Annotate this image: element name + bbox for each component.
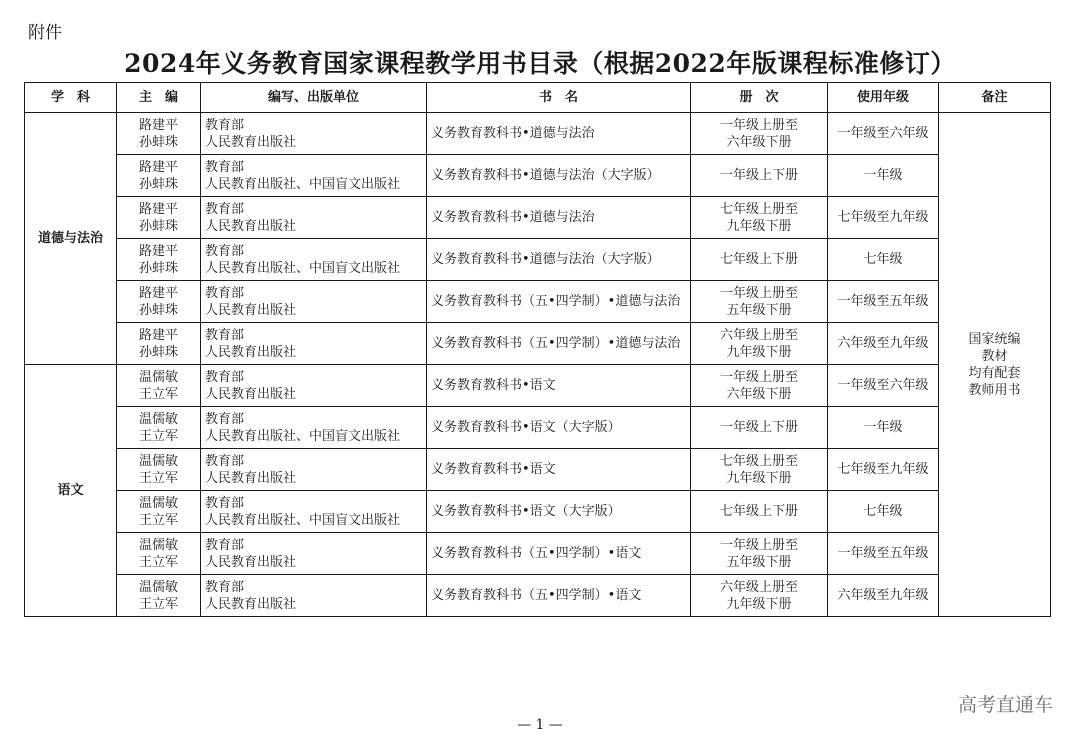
volume-line: 七年级上册至: [719, 453, 798, 469]
book-title: 义务教育教科书•道德与法治（大字版）: [431, 252, 660, 267]
remark-line: 国家统编: [968, 331, 1021, 347]
publisher-cell: [201, 449, 427, 491]
editors-cell: [117, 533, 201, 575]
editor-name: 孙蚌珠: [138, 218, 178, 234]
volume-cell: [691, 113, 828, 155]
publisher-name: 教育部: [205, 453, 245, 469]
watermark: 高考直通车: [957, 694, 1053, 716]
volume-cell: [691, 575, 828, 617]
volume-cell: [691, 449, 828, 491]
book-title: 义务教育教科书•语文（大字版）: [431, 504, 621, 519]
book-title: 义务教育教科书•道德与法治（大字版）: [431, 168, 660, 183]
grade-cell: 一年级至六年级: [828, 113, 939, 155]
remark-line: 均有配套: [968, 365, 1021, 381]
book-title-cell: [427, 281, 691, 323]
volume-line: 六年级下册: [726, 386, 792, 402]
editors-cell: [117, 491, 201, 533]
volume-line: 九年级下册: [726, 218, 792, 234]
volume-cell: [691, 365, 828, 407]
editors-cell: [117, 575, 201, 617]
publisher-name: 教育部: [205, 243, 245, 259]
table-row: [25, 197, 1051, 239]
editor-name: 孙蚌珠: [138, 260, 178, 276]
volume-line: 一年级上下册: [719, 168, 798, 183]
editor-name: 温儒敏: [138, 453, 178, 469]
publisher-cell: [201, 323, 427, 365]
grade-cell: 一年级: [828, 407, 939, 449]
table-row: [25, 365, 1051, 407]
book-title-cell: [427, 239, 691, 281]
subject-cell: 道德与法治: [25, 113, 117, 365]
volume-cell: [691, 323, 828, 365]
editor-name: 王立军: [138, 428, 178, 444]
publisher-name: 人民教育出版社、中国盲文出版社: [205, 512, 401, 528]
editors-cell: [117, 113, 201, 155]
publisher-name: 教育部: [205, 369, 245, 385]
editors-cell: [117, 407, 201, 449]
book-title: 义务教育教科书•道德与法治: [431, 210, 595, 225]
publisher-name: 人民教育出版社: [205, 596, 297, 612]
volume-line: 五年级下册: [726, 302, 792, 318]
publisher-cell: [201, 113, 427, 155]
editor-name: 路建平: [138, 327, 178, 343]
table-row: [25, 533, 1051, 575]
editor-name: 路建平: [138, 201, 178, 217]
column-header-book: 书 名: [427, 83, 691, 113]
grade-cell: 一年级至五年级: [828, 281, 939, 323]
editor-name: 温儒敏: [138, 411, 178, 427]
table-row: [25, 281, 1051, 323]
volume-cell: [691, 155, 828, 197]
publisher-cell: [201, 533, 427, 575]
editors-cell: [117, 155, 201, 197]
editor-name: 路建平: [138, 243, 178, 259]
book-title: 义务教育教科书•道德与法治: [431, 126, 595, 141]
volume-line: 七年级上下册: [719, 504, 798, 519]
grade-cell: 七年级: [828, 491, 939, 533]
editor-name: 王立军: [138, 512, 178, 528]
publisher-name: 人民教育出版社: [205, 134, 297, 150]
publisher-cell: [201, 491, 427, 533]
volume-line: 九年级下册: [726, 344, 792, 360]
editor-name: 孙蚌珠: [138, 344, 178, 360]
volume-line: 一年级上册至: [719, 285, 798, 301]
volume-line: 一年级上册至: [719, 369, 798, 385]
publisher-name: 人民教育出版社、中国盲文出版社: [205, 260, 401, 276]
page-title: 2024年义务教育国家课程教学用书目录（根据2022年版课程标准修订）: [124, 49, 956, 78]
editors-cell: [117, 281, 201, 323]
editor-name: 王立军: [138, 596, 178, 612]
volume-line: 六年级上册至: [719, 327, 798, 343]
volume-cell: [691, 491, 828, 533]
book-title: 义务教育教科书（五•四学制）•语文: [431, 546, 642, 561]
publisher-name: 人民教育出版社: [205, 218, 297, 234]
editor-name: 路建平: [138, 117, 178, 133]
publisher-name: 教育部: [205, 537, 245, 553]
publisher-name: 教育部: [205, 159, 245, 175]
editor-name: 孙蚌珠: [138, 134, 178, 150]
volume-cell: [691, 281, 828, 323]
publisher-name: 人民教育出版社: [205, 302, 297, 318]
table-row: [25, 449, 1051, 491]
editor-name: 温儒敏: [138, 537, 178, 553]
publisher-cell: [201, 239, 427, 281]
attachment-label: 附件: [28, 23, 62, 43]
publisher-cell: [201, 575, 427, 617]
grade-cell: 六年级至九年级: [828, 575, 939, 617]
book-title-cell: [427, 491, 691, 533]
volume-line: 七年级上下册: [719, 252, 798, 267]
editor-name: 温儒敏: [138, 369, 178, 385]
editor-name: 王立军: [138, 554, 178, 570]
volume-cell: [691, 239, 828, 281]
book-title: 义务教育教科书（五•四学制）•语文: [431, 588, 642, 603]
column-header-volume: 册 次: [691, 83, 828, 113]
editor-name: 路建平: [138, 159, 178, 175]
editor-name: 王立军: [138, 470, 178, 486]
book-title-cell: [427, 533, 691, 575]
volume-line: 九年级下册: [726, 596, 792, 612]
publisher-name: 教育部: [205, 285, 245, 301]
grade-cell: 七年级: [828, 239, 939, 281]
editor-name: 孙蚌珠: [138, 176, 178, 192]
volume-cell: [691, 197, 828, 239]
volume-line: 九年级下册: [726, 470, 792, 486]
table-row: [25, 155, 1051, 197]
column-header-grade: 使用年级: [828, 83, 939, 113]
volume-line: 五年级下册: [726, 554, 792, 570]
grade-cell: 七年级至九年级: [828, 449, 939, 491]
textbook-catalog-table: [24, 82, 1051, 617]
publisher-cell: [201, 281, 427, 323]
book-title-cell: [427, 197, 691, 239]
column-header-publisher: 编写、出版单位: [201, 83, 427, 113]
page-number: — 1 —: [517, 717, 563, 733]
publisher-name: 人民教育出版社、中国盲文出版社: [205, 428, 401, 444]
editor-name: 温儒敏: [138, 579, 178, 595]
publisher-name: 教育部: [205, 117, 245, 133]
publisher-name: 人民教育出版社: [205, 386, 297, 402]
volume-line: 六年级下册: [726, 134, 792, 150]
editors-cell: [117, 365, 201, 407]
editors-cell: [117, 323, 201, 365]
remark-line: 教材: [981, 348, 1008, 364]
volume-cell: [691, 407, 828, 449]
publisher-name: 教育部: [205, 579, 245, 595]
volume-line: 一年级上册至: [719, 117, 798, 133]
publisher-name: 人民教育出版社: [205, 344, 297, 360]
publisher-name: 教育部: [205, 201, 245, 217]
book-title: 义务教育教科书（五•四学制）•道德与法治: [431, 336, 681, 351]
publisher-name: 教育部: [205, 495, 245, 511]
book-title-cell: [427, 155, 691, 197]
remark-line: 教师用书: [968, 382, 1021, 398]
volume-line: 一年级上下册: [719, 420, 798, 435]
table-row: [25, 407, 1051, 449]
grade-cell: 一年级: [828, 155, 939, 197]
subject-cell: 语文: [25, 365, 117, 617]
table-row: [25, 239, 1051, 281]
editor-name: 路建平: [138, 285, 178, 301]
table-row: [25, 491, 1051, 533]
column-header-remark: 备注: [939, 83, 1051, 113]
editor-name: 王立军: [138, 386, 178, 402]
book-title: 义务教育教科书•语文: [431, 378, 556, 393]
publisher-name: 人民教育出版社、中国盲文出版社: [205, 176, 401, 192]
table-row: [25, 323, 1051, 365]
editor-name: 孙蚌珠: [138, 302, 178, 318]
table-header-row: [25, 83, 1051, 113]
grade-cell: 一年级至五年级: [828, 533, 939, 575]
book-title-cell: [427, 365, 691, 407]
editors-cell: [117, 449, 201, 491]
publisher-cell: [201, 407, 427, 449]
grade-cell: 六年级至九年级: [828, 323, 939, 365]
publisher-name: 教育部: [205, 327, 245, 343]
volume-line: 七年级上册至: [719, 201, 798, 217]
publisher-name: 人民教育出版社: [205, 470, 297, 486]
book-title-cell: [427, 323, 691, 365]
table-row: [25, 575, 1051, 617]
column-header-subject: 学 科: [25, 83, 117, 113]
grade-cell: 一年级至六年级: [828, 365, 939, 407]
volume-line: 六年级上册至: [719, 579, 798, 595]
book-title: 义务教育教科书（五•四学制）•道德与法治: [431, 294, 681, 309]
book-title: 义务教育教科书•语文: [431, 462, 556, 477]
remark-cell: [939, 113, 1051, 617]
table-row: [25, 113, 1051, 155]
editors-cell: [117, 239, 201, 281]
book-title-cell: [427, 113, 691, 155]
book-title: 义务教育教科书•语文（大字版）: [431, 420, 621, 435]
book-title-cell: [427, 407, 691, 449]
volume-cell: [691, 533, 828, 575]
column-header-editors: 主 编: [117, 83, 201, 113]
volume-line: 一年级上册至: [719, 537, 798, 553]
editor-name: 温儒敏: [138, 495, 178, 511]
publisher-name: 教育部: [205, 411, 245, 427]
book-title-cell: [427, 449, 691, 491]
publisher-cell: [201, 155, 427, 197]
publisher-name: 人民教育出版社: [205, 554, 297, 570]
publisher-cell: [201, 365, 427, 407]
book-title-cell: [427, 575, 691, 617]
grade-cell: 七年级至九年级: [828, 197, 939, 239]
editors-cell: [117, 197, 201, 239]
publisher-cell: [201, 197, 427, 239]
